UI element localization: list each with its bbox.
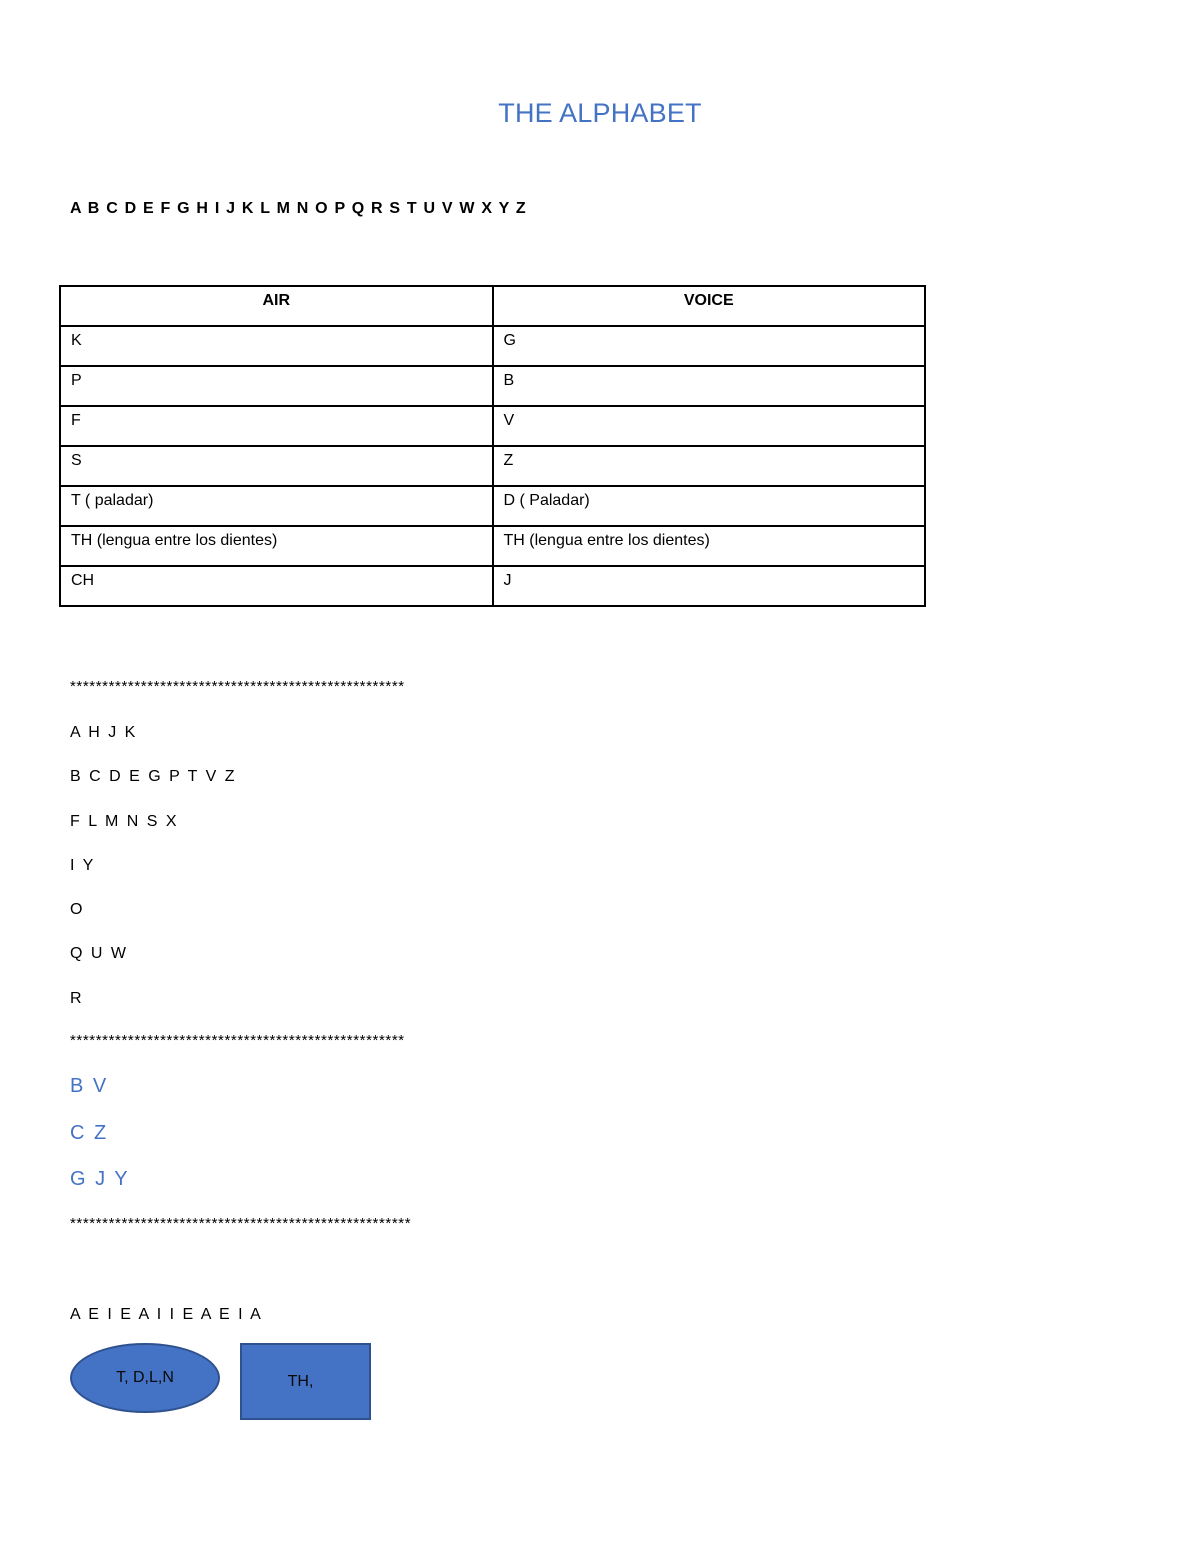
letter-group: O <box>70 901 85 918</box>
letter-group: R <box>70 990 84 1007</box>
table-row <box>60 406 925 446</box>
table-cell-voice: J <box>493 566 926 606</box>
blue-letter-group: G J Y <box>70 1168 130 1190</box>
letter-group: I Y <box>70 857 96 874</box>
blue-letter-group: C Z <box>70 1122 109 1144</box>
table-cell-voice: B <box>493 366 926 406</box>
ellipse-shape <box>70 1343 220 1413</box>
table-cell-air: K <box>60 326 493 366</box>
letter-group: F L M N S X <box>70 813 179 830</box>
table-cell-air: CH <box>60 566 493 606</box>
rectangle-label: TH, <box>287 1372 314 1390</box>
separator-line: **************************************************** <box>70 678 405 695</box>
ellipse-label: T, D,L,N <box>116 1369 174 1386</box>
table-header-voice: VOICE <box>493 286 926 326</box>
table-cell-air: S <box>60 446 493 486</box>
blue-letter-group: B V <box>70 1075 109 1097</box>
table-cell-voice: Z <box>493 446 926 486</box>
letter-group: A H J K <box>70 724 138 741</box>
rectangle-shape <box>240 1343 371 1420</box>
table-row <box>60 446 925 486</box>
table-row <box>60 486 925 526</box>
table-row <box>60 326 925 366</box>
letter-group: Q U W <box>70 945 128 962</box>
table-cell-voice: D ( Paladar) <box>493 486 926 526</box>
page-title: THE ALPHABET <box>498 98 702 128</box>
vowels-line: A E I E A I I E A E I A <box>70 1306 263 1323</box>
table-cell-voice: V <box>493 406 926 446</box>
letter-group: B C D E G P T V Z <box>70 768 237 785</box>
separator-line: **************************************************** <box>70 1032 405 1049</box>
table-header-air: AIR <box>60 286 493 326</box>
table-cell-air: P <box>60 366 493 406</box>
table-cell-air: F <box>60 406 493 446</box>
table-row <box>60 526 925 566</box>
table-row <box>60 366 925 406</box>
table-header-row <box>60 286 925 326</box>
alphabet-line: A B C D E F G H I J K L M N O P Q R S T U V W X Y Z <box>70 200 527 217</box>
table-row <box>60 566 925 606</box>
table-cell-air: TH (lengua entre los dientes) <box>60 526 493 566</box>
separator-line: ***************************************************** <box>70 1215 412 1232</box>
table-cell-air: T ( paladar) <box>60 486 493 526</box>
table-cell-voice: G <box>493 326 926 366</box>
air-voice-table <box>59 285 926 607</box>
table-cell-voice: TH (lengua entre los dientes) <box>493 526 926 566</box>
